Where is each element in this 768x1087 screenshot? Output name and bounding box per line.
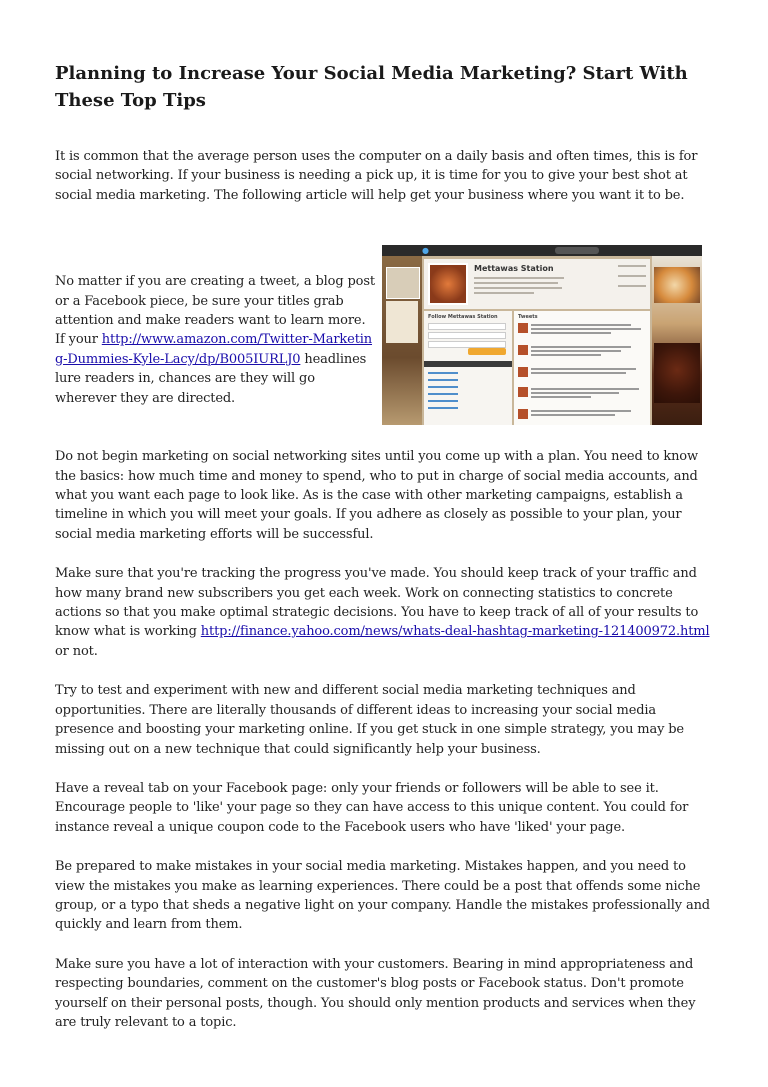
- bio-line: [474, 287, 562, 289]
- tweet-line: [531, 328, 641, 330]
- password-field: [428, 341, 506, 348]
- food-photo-dessert: [654, 267, 700, 303]
- tweet-avatar: [518, 345, 528, 355]
- profile-name: Mettawas Station: [474, 264, 554, 274]
- nav-item: [428, 386, 458, 388]
- follow-title: Follow Mettawas Station: [428, 314, 498, 321]
- tip3-text-before: Make sure that you're tracking the progress you've made. You should keep track of your traffic and how many brand new subscribers you get each week. Work on connecting statistics to concrete actions so that you make optimal strategic decisions. You have to keep track of all of your results to know what is working: [55, 566, 699, 640]
- nav-item: [428, 372, 458, 374]
- tweet-avatar: [518, 387, 528, 397]
- tweet-line: [531, 410, 631, 412]
- tweet-avatar: [518, 367, 528, 377]
- signup-button: [468, 348, 506, 355]
- paragraph-reveal-tab: Have a reveal tab on your Facebook page: only your friends or followers will be able to see it. Encourage people to 'like' your page so they can have access to this unique content. You could for instance reveal a unique coupon code to the Facebook users who have 'liked' your page.: [55, 780, 689, 835]
- intro-paragraph: It is common that the average person uses the computer on a daily basis and often times, this is for social networking. If your business is needing a pick up, it is time for you to give your best shot at social media marketing. The following article will help get your business where you want it to be.: [55, 149, 698, 203]
- tweet-line: [531, 368, 636, 370]
- twitter-bird-icon: ●: [422, 246, 429, 256]
- yahoo-finance-link[interactable]: http://finance.yahoo.com/news/whats-deal-hashtag-marketing-121400972.html: [200, 624, 710, 640]
- twitter-top-bar: [382, 245, 702, 256]
- nav-item: [428, 407, 458, 409]
- name-field: [428, 323, 506, 330]
- tweet-line: [531, 354, 601, 356]
- stat-line: [618, 285, 646, 287]
- tweet-line: [531, 392, 619, 394]
- tweet-line: [531, 372, 626, 374]
- nav-item: [428, 379, 458, 381]
- tip3-text-after: or not.: [55, 643, 98, 659]
- tweet-line: [531, 388, 639, 390]
- tip1-text-after: headlines lure readers in, chances are they will go wherever they are directed.: [55, 351, 367, 406]
- food-photo-wings: [654, 343, 700, 403]
- tweets-header: Tweets: [518, 314, 538, 321]
- paragraph-interaction: Make sure you have a lot of interaction with your customers. Bearing in mind appropriateness and respecting boundaries, comment on the customer's blog posts or Facebook status. Don't promote yourself on their personal posts, though. You should only mention products and services when they are truly relevant to a topic.: [55, 956, 696, 1030]
- tweet-line: [531, 324, 631, 326]
- paragraph-plan: Do not begin marketing on social networking sites until you come up with a plan. You need to know the basics: how much time and money to spend, who to put in charge of social media accounts, and what you want each page to look like. As is the case with other marketing campaigns, establish a timeline in which you will meet your goals. If you adhere as closely as possible to your plan, your social media marketing efforts will be successful.: [55, 449, 698, 542]
- tweet-line: [531, 350, 621, 352]
- bio-line: [474, 277, 564, 279]
- storefront-photo: [386, 267, 420, 299]
- twitter-search-box: [555, 247, 599, 254]
- address-card: [386, 301, 418, 343]
- tweet-avatar: [518, 409, 528, 419]
- stat-line: [618, 265, 646, 267]
- page-title: Planning to Increase Your Social Media Marketing? Start With These Top Tips: [55, 63, 688, 111]
- nav-item: [428, 400, 458, 402]
- paragraph-mistakes: Be prepared to make mistakes in your social media marketing. Mistakes happen, and you need to view the mistakes you make as learning experiences. There could be a post that offends some niche group, or a typo that sheds a negative light on your company. Handle the mistakes professionally and quickly and learn from them.: [55, 859, 710, 933]
- email-field: [428, 332, 506, 339]
- twitter-profile-screenshot: [382, 245, 702, 425]
- tip-paragraph-1: [55, 272, 375, 408]
- article: [55, 60, 715, 1032]
- amazon-link[interactable]: http://www.amazon.com/Twitter-Marketing-Dummies-Kyle-Lacy/dp/B005IURLJ0: [55, 332, 373, 367]
- side-nav-header: [424, 361, 512, 367]
- tweet-line: [531, 396, 591, 398]
- bio-line: [474, 282, 558, 284]
- tweet-line: [531, 414, 615, 416]
- tweet-avatar: [518, 323, 528, 333]
- profile-avatar: [428, 263, 468, 305]
- tweet-line: [531, 346, 631, 348]
- paragraph-tracking: [55, 564, 715, 661]
- tip1-text-before: No matter if you are creating a tweet, a blog post or a Facebook piece, be sure your titles grab attention and make readers want to learn more. If your: [55, 274, 375, 348]
- paragraph-experiment: Try to test and experiment with new and different social media marketing techniques and opportunities. There are literally thousands of different ideas to increasing your social media presence and boosting your marketing online. If you get stuck in one simple strategy, you may be missing out on a new technique that could significantly help your business.: [55, 683, 684, 757]
- stat-line: [618, 275, 646, 277]
- tweet-line: [531, 332, 611, 334]
- bio-line: [474, 292, 534, 294]
- nav-item: [428, 393, 458, 395]
- tip-with-image: [55, 245, 715, 427]
